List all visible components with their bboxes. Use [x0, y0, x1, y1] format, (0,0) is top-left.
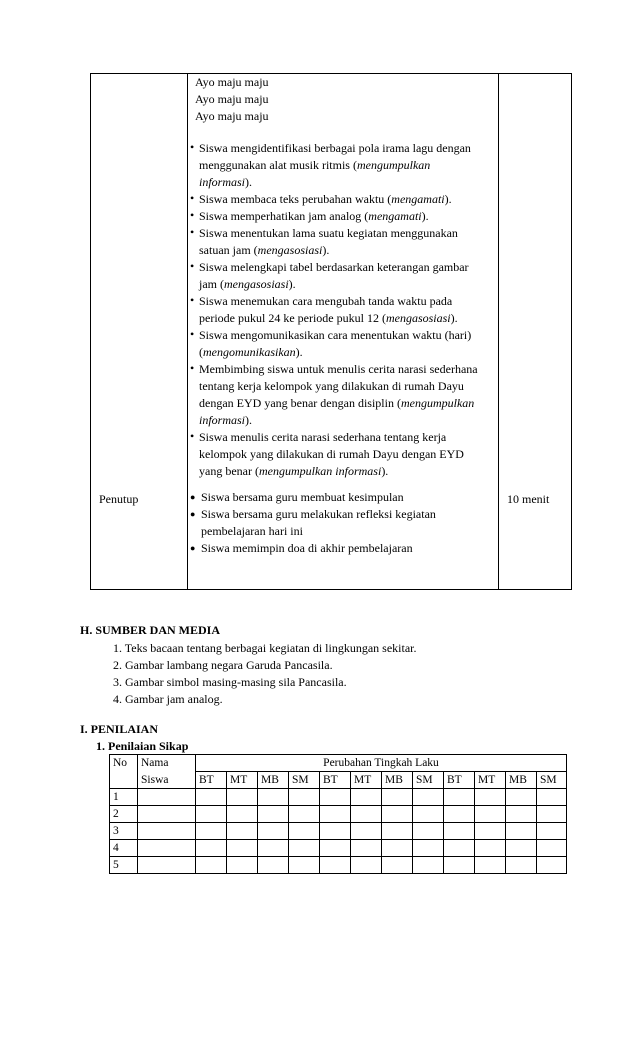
source-item: 4. Gambar jam analog. [113, 692, 223, 706]
empty-cell[interactable] [289, 857, 320, 874]
empty-cell[interactable] [258, 806, 289, 823]
activity-item-line: menggunakan alat musik ritmis (mengumpulkan [199, 158, 431, 172]
activity-item-line: periode pukul 24 ke periode pukul 12 (mengasosiasi). [199, 311, 458, 325]
disc-bullet-icon: ● [190, 543, 196, 553]
empty-cell[interactable] [382, 823, 413, 840]
header-perubahan: Perubahan Tingkah Laku [196, 755, 567, 772]
header-siswa: Siswa [138, 772, 196, 789]
bullet-icon: • [190, 361, 195, 375]
activity-item-line: Siswa melengkapi tabel berdasarkan keterangan gambar [199, 260, 469, 274]
song-line: Ayo maju maju [195, 92, 269, 106]
activity-item-line: Siswa memperhatikan jam analog (mengamati). [199, 209, 429, 223]
row-number: 5 [110, 857, 138, 874]
empty-cell[interactable] [506, 840, 537, 857]
empty-cell[interactable] [506, 823, 537, 840]
section-h-list [113, 640, 417, 708]
header-no-cont [110, 772, 138, 789]
empty-cell[interactable] [196, 789, 227, 806]
table-row [110, 823, 567, 840]
row-number: 4 [110, 840, 138, 857]
song-line: Ayo maju maju [195, 109, 269, 123]
activity-item-line: dengan EYD yang benar dengan disiplin (mengumpulkan [199, 396, 475, 410]
sub-header-cell: BT [444, 772, 475, 789]
empty-cell[interactable] [444, 840, 475, 857]
empty-cell[interactable] [475, 840, 506, 857]
song-line: Ayo maju maju [195, 75, 269, 89]
empty-cell[interactable] [537, 840, 567, 857]
empty-cell[interactable] [196, 857, 227, 874]
activity-description-cell [188, 74, 499, 590]
empty-cell[interactable] [227, 857, 258, 874]
bullet-icon: • [190, 208, 195, 222]
bullet-icon: • [190, 140, 195, 154]
empty-cell[interactable] [138, 840, 196, 857]
activity-time-cell [499, 74, 572, 590]
sub-header-cell: MT [351, 772, 382, 789]
empty-cell[interactable] [138, 857, 196, 874]
activity-tag: mengumpulkan [356, 158, 431, 172]
sub-header-cell: BT [196, 772, 227, 789]
empty-cell[interactable] [351, 823, 382, 840]
activity-item-line: Siswa menentukan lama suatu kegiatan menggunakan [199, 226, 458, 240]
table-row [110, 840, 567, 857]
section-i-subheading: 1. Penilaian Sikap [96, 739, 189, 753]
empty-cell[interactable] [258, 840, 289, 857]
empty-cell[interactable] [320, 857, 351, 874]
empty-cell[interactable] [258, 857, 289, 874]
sub-header-cell: MB [258, 772, 289, 789]
activity-item-line: Siswa menemukan cara mengubah tanda waktu pada [199, 294, 453, 308]
activity-item-line: satuan jam (mengasosiasi). [199, 243, 330, 257]
activity-tag: mengamati [391, 192, 445, 206]
activity-item-line: Siswa menulis cerita narasi sederhana tentang kerja [199, 430, 447, 444]
empty-cell[interactable] [475, 823, 506, 840]
empty-cell[interactable] [320, 823, 351, 840]
activity-item-line: Siswa mengomunikasikan cara menentukan waktu (hari) [199, 328, 472, 342]
table-row [110, 789, 567, 806]
empty-cell[interactable] [351, 857, 382, 874]
table-row [110, 806, 567, 823]
empty-cell[interactable] [444, 857, 475, 874]
sub-header-cell: MT [475, 772, 506, 789]
empty-cell[interactable] [138, 806, 196, 823]
bullet-icon: • [190, 259, 195, 273]
empty-cell[interactable] [444, 806, 475, 823]
source-item: 2. Gambar lambang negara Garuda Pancasila. [113, 658, 333, 672]
closing-item-line: Siswa bersama guru membuat kesimpulan [201, 490, 404, 504]
bullet-icon: • [190, 429, 195, 443]
sub-header-cell: MB [506, 772, 537, 789]
empty-cell[interactable] [196, 840, 227, 857]
activity-tag: informasi [199, 175, 246, 189]
row-number: 2 [110, 806, 138, 823]
activity-item-line: Siswa mengidentifikasi berbagai pola irama lagu dengan [199, 141, 471, 155]
activity-item-line: Membimbing siswa untuk menulis cerita narasi sederhana [199, 362, 478, 376]
empty-cell[interactable] [382, 806, 413, 823]
closing-item-line: pembelajaran hari ini [201, 524, 303, 538]
empty-cell[interactable] [475, 789, 506, 806]
empty-cell[interactable] [444, 789, 475, 806]
empty-cell[interactable] [289, 840, 320, 857]
empty-cell[interactable] [506, 857, 537, 874]
empty-cell[interactable] [289, 806, 320, 823]
empty-cell[interactable] [444, 823, 475, 840]
bullet-icon: • [190, 191, 195, 205]
sub-header-cell: SM [537, 772, 567, 789]
sub-header-cell: SM [289, 772, 320, 789]
table-row [110, 857, 567, 874]
header-nama: Nama [138, 755, 196, 772]
activity-item-line: tentang kerja kelompok yang dilakukan di rumah Dayu [199, 379, 464, 393]
empty-cell[interactable] [382, 857, 413, 874]
empty-cell[interactable] [475, 857, 506, 874]
empty-cell[interactable] [351, 806, 382, 823]
header-no: No [110, 755, 138, 772]
row-number: 3 [110, 823, 138, 840]
activity-item-line: kelompok yang dilakukan di rumah Dayu dengan EYD [199, 447, 464, 461]
activity-tag: mengasosiasi [257, 243, 323, 257]
empty-cell[interactable] [227, 806, 258, 823]
row-number: 1 [110, 789, 138, 806]
activity-tag: mengamati [368, 209, 422, 223]
activity-label-cell [91, 74, 188, 590]
empty-cell[interactable] [475, 806, 506, 823]
empty-cell[interactable] [413, 857, 444, 874]
empty-cell[interactable] [289, 823, 320, 840]
bullet-icon: • [190, 225, 195, 239]
song-lyrics [195, 74, 269, 125]
empty-cell[interactable] [537, 857, 567, 874]
activity-tag: mengumpulkan [400, 396, 475, 410]
empty-cell[interactable] [196, 823, 227, 840]
closing-item-line: Siswa memimpin doa di akhir pembelajaran [201, 541, 413, 555]
sub-header-cell: MT [227, 772, 258, 789]
activity-table [90, 73, 572, 590]
activity-item-line: (mengomunikasikan). [199, 345, 303, 359]
empty-cell[interactable] [413, 806, 444, 823]
activity-tag: mengumpulkan informasi [258, 464, 382, 478]
sub-header-cell: MB [382, 772, 413, 789]
disc-bullet-icon: ● [190, 492, 196, 502]
empty-cell[interactable] [413, 789, 444, 806]
empty-cell[interactable] [258, 789, 289, 806]
empty-cell[interactable] [537, 806, 567, 823]
empty-cell[interactable] [320, 806, 351, 823]
activity-item-line: jam (mengasosiasi). [199, 277, 296, 291]
penilaian-sikap-table [109, 754, 567, 874]
empty-cell[interactable] [138, 789, 196, 806]
empty-cell[interactable] [506, 806, 537, 823]
empty-cell[interactable] [227, 840, 258, 857]
empty-cell[interactable] [351, 840, 382, 857]
section-i-heading: I. PENILAIAN [80, 722, 159, 736]
activity-item-line: yang benar (mengumpulkan informasi). [199, 464, 389, 478]
penutup-label: Penutup [99, 492, 139, 506]
empty-cell[interactable] [227, 823, 258, 840]
bullet-icon: • [190, 327, 195, 341]
empty-cell[interactable] [320, 789, 351, 806]
activity-tag: mengasosiasi [224, 277, 289, 291]
empty-cell[interactable] [289, 789, 320, 806]
activity-item-line: Siswa membaca teks perubahan waktu (mengamati). [199, 192, 452, 206]
source-item: 3. Gambar simbol masing-masing sila Pancasila. [113, 675, 347, 689]
activity-tag: mengasosiasi [385, 311, 451, 325]
disc-bullet-icon: ● [190, 509, 196, 519]
empty-cell[interactable] [258, 823, 289, 840]
empty-cell[interactable] [413, 823, 444, 840]
sub-header-cell: BT [320, 772, 351, 789]
activity-tag: mengomunikasikan [203, 345, 296, 359]
empty-cell[interactable] [382, 840, 413, 857]
activity-tag: informasi [199, 413, 246, 427]
closing-item-line: Siswa bersama guru melakukan refleksi kegiatan [201, 507, 436, 521]
bullet-icon: • [190, 293, 195, 307]
source-item: 1. Teks bacaan tentang berbagai kegiatan di lingkungan sekitar. [113, 641, 417, 655]
penutup-time: 10 menit [507, 492, 550, 506]
empty-cell[interactable] [537, 789, 567, 806]
sub-header-cell: SM [413, 772, 444, 789]
empty-cell[interactable] [506, 789, 537, 806]
activity-item-line: informasi). [199, 175, 253, 189]
empty-cell[interactable] [413, 840, 444, 857]
activity-item-line: informasi). [199, 413, 253, 427]
empty-cell[interactable] [351, 789, 382, 806]
empty-cell[interactable] [138, 823, 196, 840]
empty-cell[interactable] [382, 789, 413, 806]
empty-cell[interactable] [196, 806, 227, 823]
empty-cell[interactable] [227, 789, 258, 806]
section-h-heading: H. SUMBER DAN MEDIA [80, 623, 221, 637]
empty-cell[interactable] [537, 823, 567, 840]
empty-cell[interactable] [320, 840, 351, 857]
